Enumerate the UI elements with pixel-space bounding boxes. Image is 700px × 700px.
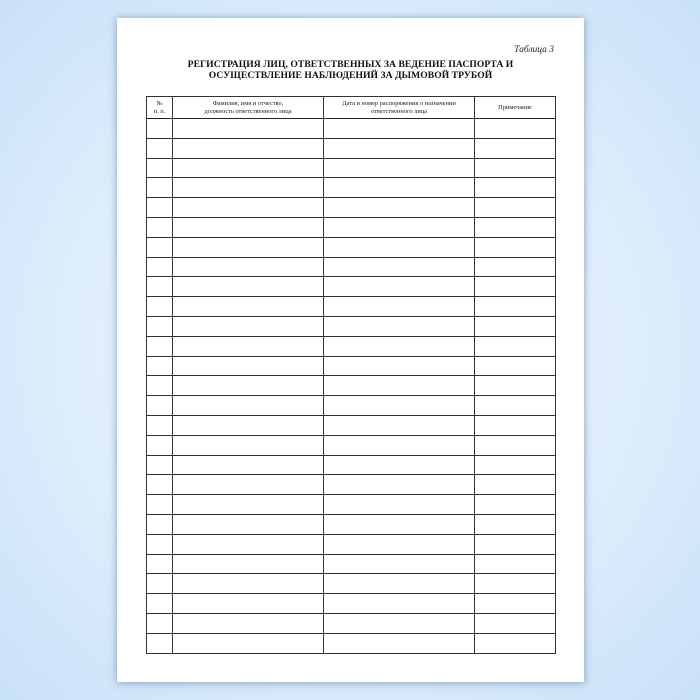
header-number: № п. п. [147,97,173,119]
table-cell [324,277,475,297]
table-row [147,455,556,475]
table-cell [173,257,324,277]
table-cell [475,435,556,455]
table-cell [147,356,173,376]
table-cell [147,257,173,277]
table-cell [475,633,556,653]
table-cell [173,178,324,198]
table-cell [173,534,324,554]
table-cell [173,297,324,317]
table-cell [147,415,173,435]
table-cell [173,119,324,139]
table-row [147,316,556,336]
table-row [147,415,556,435]
table-row [147,356,556,376]
table-cell [324,158,475,178]
table-cell [324,376,475,396]
document-page [117,18,584,682]
table-row [147,613,556,633]
table-cell [147,138,173,158]
table-cell [324,119,475,139]
table-cell [147,574,173,594]
table-cell [475,475,556,495]
table-cell [475,297,556,317]
table-cell [475,217,556,237]
table-row [147,277,556,297]
table-cell [147,119,173,139]
table-cell [147,613,173,633]
table-cell [475,178,556,198]
table-header-row [147,97,556,119]
table-cell [324,514,475,534]
table-cell [475,594,556,614]
table-cell [173,495,324,515]
table-cell [147,217,173,237]
table-cell [173,138,324,158]
header-order-date-number: Дата и номер распоряжения о назначении ответственного лица [324,97,475,119]
table-cell [475,396,556,416]
table-cell [147,435,173,455]
table-cell [324,396,475,416]
table-cell [324,594,475,614]
table-cell [475,613,556,633]
table-cell [324,336,475,356]
table-row [147,495,556,515]
table-cell [173,514,324,534]
table-cell [475,198,556,218]
registration-table [146,96,556,654]
table-cell [173,633,324,653]
table-body [147,119,556,654]
table-row [147,119,556,139]
table-cell [147,455,173,475]
table-row [147,297,556,317]
table-row [147,376,556,396]
table-cell [324,316,475,336]
table-cell [173,455,324,475]
table-cell [173,356,324,376]
table-cell [475,514,556,534]
table-cell [475,119,556,139]
table-cell [147,495,173,515]
table-row [147,633,556,653]
table-cell [324,554,475,574]
table-cell [475,376,556,396]
table-cell [324,574,475,594]
table-cell [475,237,556,257]
table-cell [324,138,475,158]
table-cell [475,316,556,336]
table-cell [475,336,556,356]
document-title [157,59,544,81]
table-cell [173,475,324,495]
table-cell [147,316,173,336]
table-row [147,554,556,574]
table-cell [475,554,556,574]
table-cell [475,158,556,178]
table-cell [475,257,556,277]
table-row [147,336,556,356]
table-cell [147,277,173,297]
table-cell [324,297,475,317]
table-cell [147,376,173,396]
table-cell [147,633,173,653]
table-cell [173,613,324,633]
table-row [147,257,556,277]
table-row [147,138,556,158]
table-cell [324,257,475,277]
table-cell [147,297,173,317]
table-cell [173,554,324,574]
header-note: Примечание [475,97,556,119]
table-cell [324,217,475,237]
table-cell [324,613,475,633]
table-cell [147,534,173,554]
table-cell [173,158,324,178]
table-cell [475,574,556,594]
table-cell [324,633,475,653]
table-row [147,178,556,198]
table-cell [324,435,475,455]
table-cell [475,455,556,475]
table-cell [173,396,324,416]
document-title-line-1: РЕГИСТРАЦИЯ ЛИЦ, ОТВЕТСТВЕННЫХ ЗА ВЕДЕНИЕ ПАСПОРТА И [187,59,514,70]
table-row [147,158,556,178]
table-cell [324,495,475,515]
table-cell [324,198,475,218]
table-cell [324,415,475,435]
table-row [147,435,556,455]
document-title-line-2: ОСУЩЕСТВЛЕНИЕ НАБЛЮДЕНИЙ ЗА ДЫМОВОЙ ТРУБОЙ [208,70,493,81]
table-row [147,396,556,416]
table-cell [147,396,173,416]
table-cell [173,594,324,614]
table-cell [324,356,475,376]
table-cell [324,178,475,198]
table-row [147,475,556,495]
header-full-name-position: Фамилия, имя и отчество, должность ответственного лица [173,97,324,119]
table-cell [324,534,475,554]
table-cell [173,574,324,594]
table-cell [324,237,475,257]
table-cell [147,198,173,218]
table-cell [173,415,324,435]
table-row [147,594,556,614]
table-cell [147,475,173,495]
table-cell [147,237,173,257]
table-cell [147,594,173,614]
table-row [147,217,556,237]
table-cell [147,554,173,574]
table-cell [475,277,556,297]
table-cell [147,336,173,356]
table-row [147,534,556,554]
table-cell [475,415,556,435]
table-number-label: Таблица 3 [514,45,554,55]
table-cell [173,277,324,297]
table-cell [147,514,173,534]
table-cell [475,138,556,158]
table-cell [173,237,324,257]
table-cell [173,376,324,396]
table-cell [475,495,556,515]
table-row [147,574,556,594]
table-cell [173,198,324,218]
table-cell [173,336,324,356]
table-cell [324,455,475,475]
table-cell [173,435,324,455]
table-cell [324,475,475,495]
table-cell [475,356,556,376]
table-cell [173,316,324,336]
table-cell [475,534,556,554]
table-cell [147,178,173,198]
table-cell [147,158,173,178]
table-row [147,514,556,534]
table-row [147,237,556,257]
table-cell [173,217,324,237]
table-row [147,198,556,218]
